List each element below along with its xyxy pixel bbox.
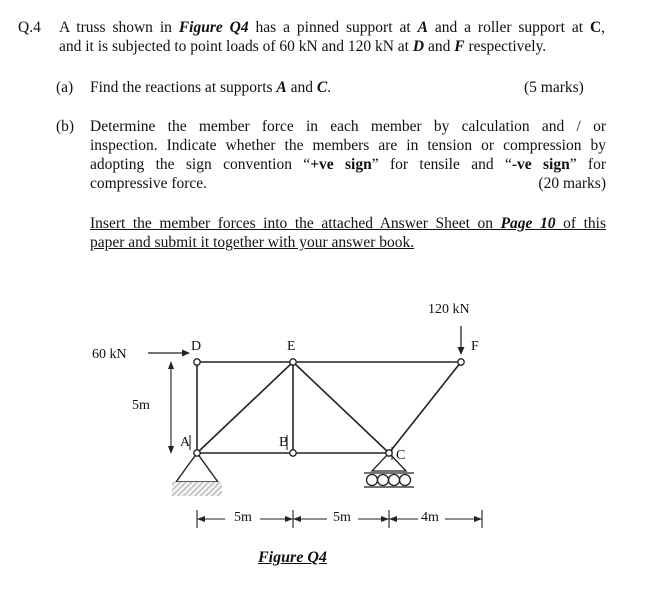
joint-E xyxy=(290,359,296,365)
insert-line-1: Insert the member forces into the attached Answer Sheet on Page 10 of this xyxy=(90,215,606,232)
part-a-marks: (5 marks) xyxy=(524,79,584,96)
joint-F xyxy=(458,359,464,365)
node-label-C: C xyxy=(396,448,406,463)
height-dimension-label: 5m xyxy=(132,398,150,413)
roller-support-C xyxy=(364,453,414,487)
question-number: Q.4 xyxy=(18,19,41,36)
part-b-line-3: adopting the sign convention “+ve sign” for tensile and “-ve sign” for xyxy=(90,156,606,173)
load-arrow-120kN xyxy=(458,326,465,355)
part-b-line-2: inspection. Indicate whether the members are in tension or compression by xyxy=(90,137,606,154)
insert-line-2: paper and submit it together with your answer book. xyxy=(90,234,415,251)
node-label-F: F xyxy=(471,339,479,354)
node-label-B: B xyxy=(279,435,289,450)
intro-line-1: A truss shown in Figure Q4 has a pinned support at A and a roller support at C, xyxy=(59,19,606,36)
part-a-label: (a) xyxy=(56,79,74,96)
load-label-60kN: 60 kN xyxy=(92,347,127,362)
member-EC xyxy=(293,362,389,453)
joint-A xyxy=(194,450,200,456)
span-dimension-1: 5m xyxy=(234,510,252,525)
figure-caption: Figure Q4 xyxy=(258,549,327,566)
part-b-label: (b) xyxy=(56,118,75,135)
member-CF xyxy=(389,362,461,453)
load-label-120kN: 120 kN xyxy=(428,302,470,317)
height-dimension xyxy=(168,361,174,454)
part-b-line-4-text: compressive force. xyxy=(90,175,208,192)
load-arrow-60kN xyxy=(148,350,190,357)
joint-D xyxy=(194,359,200,365)
joint-B xyxy=(290,450,296,456)
intro-line-2: and it is subjected to point loads of 60 kN and 120 kN at D and F respectively. xyxy=(59,38,547,55)
part-b-line-1: Determine the member force in each member by calculation and / or xyxy=(90,118,606,135)
part-b-marks: (20 marks) xyxy=(538,175,606,192)
node-label-D: D xyxy=(191,339,202,354)
truss-members xyxy=(197,362,461,453)
part-a-text: Find the reactions at supports A and C. xyxy=(90,79,332,96)
pin-support-A xyxy=(172,453,222,496)
node-label-A: A xyxy=(180,435,191,450)
joint-C xyxy=(386,450,392,456)
node-label-E: E xyxy=(287,339,296,354)
span-dimension-2: 5m xyxy=(333,510,351,525)
span-dimension-3: 4m xyxy=(421,510,439,525)
